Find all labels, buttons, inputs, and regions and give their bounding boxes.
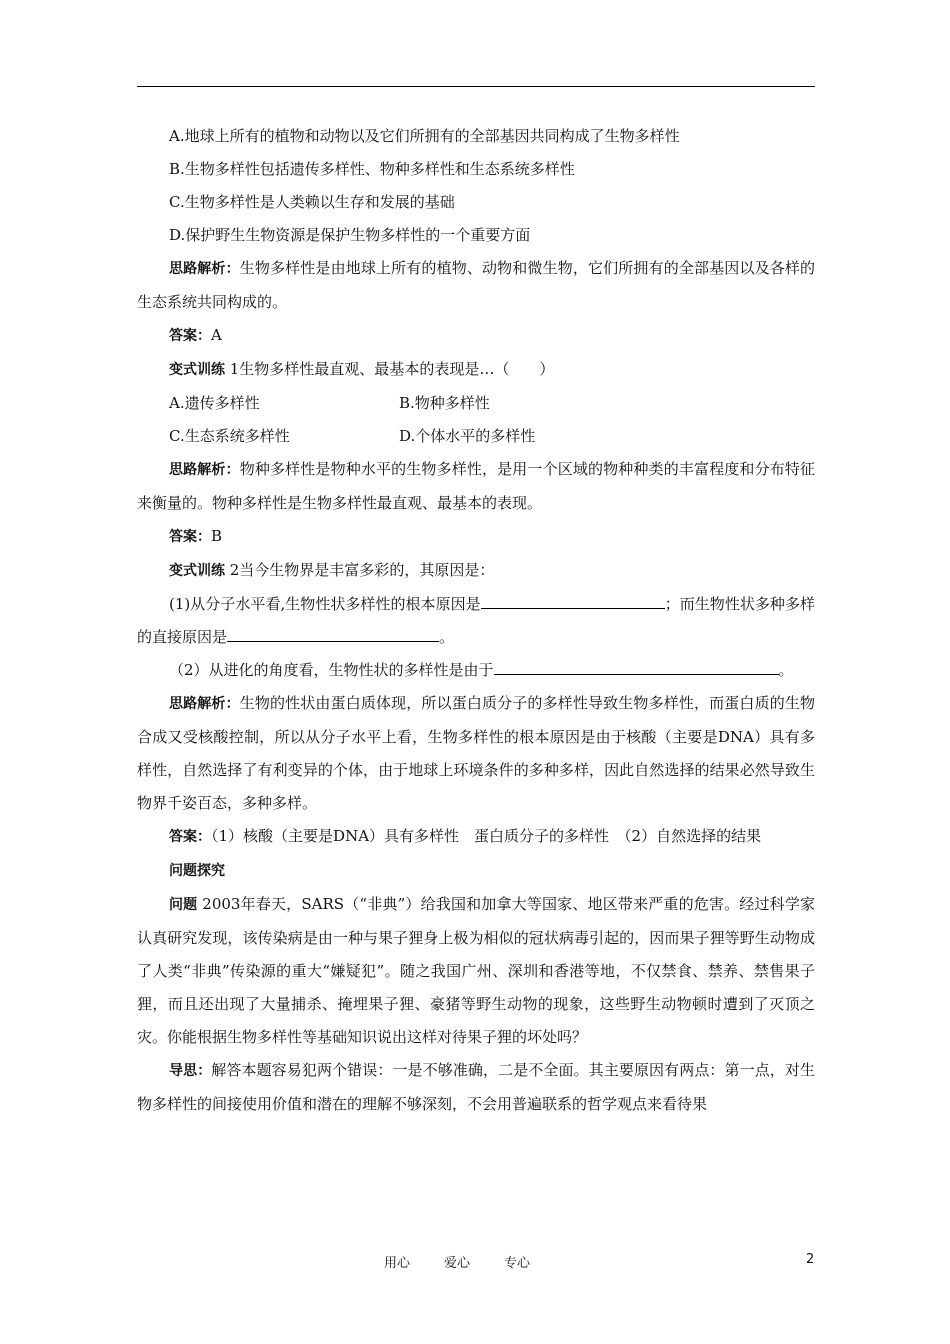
option-c: C.生物多样性是人类赖以生存和发展的基础: [169, 193, 455, 211]
section-title: [137, 854, 815, 888]
option-a: A.地球上所有的植物和动物以及它们所拥有的全部基因共同构成了生物多样性: [169, 127, 680, 145]
drill-text: 2当今生物界是丰富多彩的，其原因是：: [225, 561, 495, 579]
question-label: 问题: [169, 897, 198, 913]
footer-word: 用心: [384, 1256, 411, 1271]
question-paragraph: [137, 888, 815, 1054]
answer-text: （1）核酸（主要是DNA）具有多样性 蛋白质分子的多样性 （2）自然选择的结果: [211, 827, 762, 845]
answer-text: A: [211, 326, 222, 344]
question-text: 2003年春天，SARS（“非典”）给我国和加拿大等国家、地区带来严重的危害。经过科学家认真研究发现，该传染病是由一种与果子狸身上极为相似的冠状病毒引起的，因而果子狸等野生动物成了人类“非典”传染源的重大“嫌疑犯”。随之我国广州、深圳和香港等地，不仅禁食、禁养、禁售果子狸，而且还出现了大量捕杀、掩埋果子狸、豪猪等野生动物的现象，这些野生动物顿时遭到了灭顶之灾。你能根据生物多样性等基础知识说出这样对待果子狸的坏处吗？: [137, 895, 815, 1046]
answer-label: 答案：: [169, 328, 211, 344]
analysis-text: 生物多样性是由地球上所有的植物、动物和微生物，它们所拥有的全部基因以及各样的生态系统共同构成的。: [137, 259, 815, 311]
page-footer: [0, 1252, 950, 1276]
guide-label: 导思：: [169, 1063, 212, 1079]
option-d: D.保护野生生物资源是保护生物多样性的一个重要方面: [169, 226, 531, 244]
header-rule: [137, 86, 815, 87]
answer-blank[interactable]: [481, 590, 665, 609]
drill-1-options-row-2: [137, 420, 815, 453]
answer-text: B: [211, 527, 223, 545]
page-body: [137, 120, 815, 1121]
drill-option-d: D.个体水平的多样性: [399, 427, 536, 445]
analysis-text: 生物的性状由蛋白质体现，所以蛋白质分子的多样性导致生物多样性，而蛋白质的生物合成又受核酸控制，所以从分子水平上看，生物多样性的根本原因是由于核酸（主要是DNA）具有多样性，自然选择了有利变异的个体，由于地球上环境条件的多种多样，因此自然选择的结果必然导致生物界千姿百态，多种多样。: [137, 694, 815, 812]
answer-blank[interactable]: [227, 623, 439, 642]
drill-1: [137, 353, 815, 387]
drill-option-a: A.遗传多样性: [169, 394, 260, 412]
question-text: （2）从进化的角度看，生物性状的多样性是由于: [169, 661, 494, 679]
analysis-paragraph-1: [137, 252, 815, 319]
analysis-label: 思路解析：: [169, 261, 240, 277]
answer-label: 答案：: [169, 529, 211, 545]
question-text: 。: [439, 628, 455, 646]
drill-label: 变式训练: [169, 563, 225, 579]
footer-word: 专心: [504, 1256, 531, 1271]
drill-1-options-row-1: [137, 387, 815, 420]
footer-motto: [384, 1252, 564, 1271]
page-number: 2: [806, 1252, 815, 1267]
drill-2: [137, 554, 815, 588]
answer-3: [137, 820, 815, 854]
footer-word: 爱心: [444, 1256, 471, 1271]
analysis-paragraph-3: [137, 687, 815, 820]
question-text: (1)从分子水平看,生物性状多样性的根本原因是: [169, 595, 481, 613]
drill-option-c: C.生态系统多样性: [169, 427, 290, 445]
answer-2: [137, 520, 815, 554]
question-text: ；而生物性状多种多样的直接原因是: [137, 595, 815, 646]
drill-2-question-1: [137, 588, 815, 654]
drill-label: 变式训练: [169, 362, 225, 378]
guide-paragraph: [137, 1054, 815, 1121]
analysis-label: 思路解析：: [169, 696, 240, 712]
guide-text: 解答本题容易犯两个错误：一是不够准确，二是不全面。其主要原因有两点：第一点，对生物多样性的间接使用价值和潜在的理解不够深刻，不会用普遍联系的哲学观点来看待果: [137, 1061, 816, 1113]
answer-label: 答案：: [169, 829, 211, 845]
analysis-paragraph-2: [137, 453, 815, 520]
question-text: 。: [778, 661, 794, 679]
drill-option-b: B.物种多样性: [399, 394, 490, 412]
answer-1: [137, 319, 815, 353]
option-b: B.生物多样性包括遗传多样性、物种多样性和生态系统多样性: [169, 160, 575, 178]
answer-blank[interactable]: [494, 656, 779, 675]
drill-2-question-2: [137, 654, 815, 687]
section-title-text: 问题探究: [169, 863, 225, 879]
analysis-text: 物种多样性是物种水平的生物多样性，是用一个区域的物种种类的丰富程度和分布特征来衡量的。物种多样性是生物多样性最直观、最基本的表现。: [137, 460, 815, 512]
analysis-label: 思路解析：: [169, 462, 240, 478]
drill-text: 1生物多样性最直观、最基本的表现是…（ ）: [225, 360, 555, 378]
